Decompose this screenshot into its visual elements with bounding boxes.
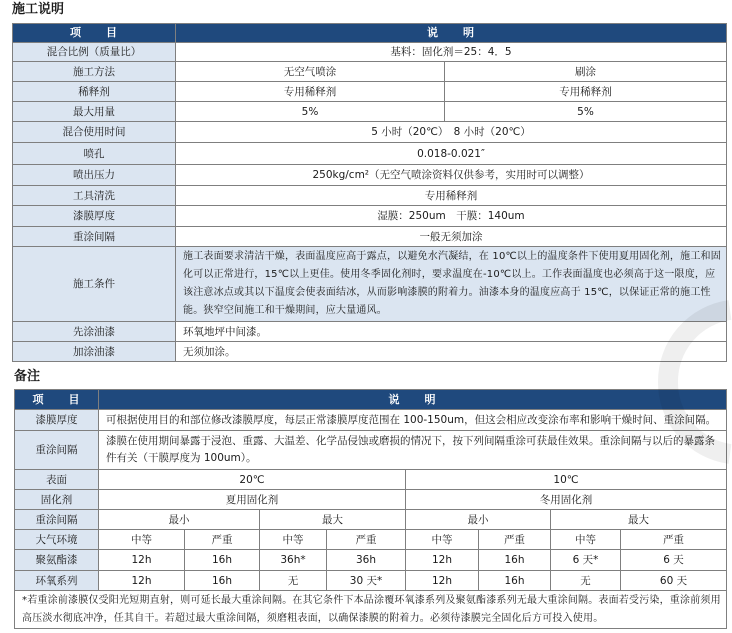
epoxy-cell: 16h xyxy=(479,571,551,591)
value-thinner-airless: 专用稀释剂 xyxy=(176,82,445,102)
polyurethane-cell: 6 天 xyxy=(621,550,727,571)
polyurethane-cell: 16h xyxy=(479,550,551,571)
value-max-20c: 最大 xyxy=(260,510,406,530)
epoxy-cell: 无 xyxy=(260,571,327,591)
value-curing-winter: 冬用固化剂 xyxy=(406,490,727,510)
env-cell: 中等 xyxy=(99,530,185,550)
value-max-amount-brush: 5% xyxy=(445,102,727,122)
value-tool-cleaning: 专用稀释剂 xyxy=(176,186,727,206)
label-tool-cleaning: 工具清洗 xyxy=(13,186,176,206)
value-min-20c: 最小 xyxy=(99,510,260,530)
section-title-application: 施工说明 xyxy=(12,2,65,17)
notes-value-film-thickness: 可根据使用目的和部位修改漆膜厚度，每层正常漆膜厚度范围在 100-150um，但这会相应改变涂布率和影响干燥时间、重涂间隔。 xyxy=(99,410,727,431)
notes-label-recoat-interval: 重涂间隔 xyxy=(15,431,99,470)
epoxy-cell: 无 xyxy=(551,571,621,591)
epoxy-cell: 12h xyxy=(406,571,479,591)
polyurethane-cell: 16h xyxy=(185,550,260,571)
value-application-conditions: 施工表面要求清洁干燥，表面温度应高于露点，以避免水汽凝结，在 10℃以上的温度条件下使用夏用固化剂，施工和固化可以正常进行，15℃以上更佳。使用冬季固化剂时，要求温度在-10℃以上。工作表面温度也必须高于这一限度，应该注意冰点或其以下温度会使表面结冰，从而影响漆膜的附着力。油漆本身的温度应高于 15℃，以保证正常的施工性能。狭窄空间施工和干燥期间，应大量通风。 xyxy=(176,247,727,322)
polyurethane-cell: 36h* xyxy=(260,550,327,571)
env-cell: 中等 xyxy=(406,530,479,550)
label-polyurethane: 聚氨酯漆 xyxy=(15,550,99,571)
polyurethane-cell: 6 天* xyxy=(551,550,621,571)
label-film-thickness: 漆膜厚度 xyxy=(13,206,176,227)
epoxy-cell: 30 天* xyxy=(327,571,406,591)
env-cell: 中等 xyxy=(260,530,327,550)
polyurethane-cell: 12h xyxy=(406,550,479,571)
label-previous-coat: 先涂油漆 xyxy=(13,322,176,342)
value-curing-summer: 夏用固化剂 xyxy=(99,490,406,510)
value-min-10c: 最小 xyxy=(406,510,551,530)
value-mix-ratio: 基料：固化剂＝25：4．5 xyxy=(176,43,727,62)
footnote: *若重涂前漆膜仅受阳光短期直射，则可延长最大重涂间隔。在其它条件下本品涂覆环氧漆系列及聚氨酯漆系列无最大重涂间隔。表面若受污染，重涂前须用高压淡水彻底冲净，任其自干。若超过最大重涂间隔，须磨粗表面，以确保漆膜的附着力。必须待漆膜完全固化后方可投入使用。 xyxy=(15,591,727,629)
header-item-cell: 项 目 xyxy=(13,24,176,43)
env-cell: 严重 xyxy=(327,530,406,550)
label-surface-temperature: 表面 xyxy=(15,470,99,490)
notes-label-film-thickness: 漆膜厚度 xyxy=(15,410,99,431)
value-max-amount-airless: 5% xyxy=(176,102,445,122)
env-cell: 严重 xyxy=(621,530,727,550)
value-thinner-brush: 专用稀释剂 xyxy=(445,82,727,102)
polyurethane-cell: 36h xyxy=(327,550,406,571)
value-temp-10c: 10℃ xyxy=(406,470,727,490)
application-table xyxy=(12,23,727,362)
value-temp-20c: 20℃ xyxy=(99,470,406,490)
env-cell: 严重 xyxy=(185,530,260,550)
env-cell: 中等 xyxy=(551,530,621,550)
label-recoat-interval: 重涂间隔 xyxy=(13,227,176,247)
value-subsequent-coat: 无须加涂。 xyxy=(176,342,727,362)
notes-header-description: 说 明 xyxy=(99,390,727,410)
label-epoxy: 环氧系列 xyxy=(15,571,99,591)
label-max-thinner-amount: 最大用量 xyxy=(13,102,176,122)
section-title-notes: 备注 xyxy=(14,369,41,384)
notes-value-recoat-interval: 漆膜在使用期间暴露于浸泡、重露、大温差、化学品侵蚀或磨损的情况下，按下列间隔重涂可获最佳效果。重涂间隔与以后的暴露条件有关（干膜厚度为 100um）。 xyxy=(99,431,727,470)
label-application-conditions: 施工条件 xyxy=(13,247,176,322)
value-spray-tip: 0.018-0.021″ xyxy=(176,143,727,165)
epoxy-cell: 12h xyxy=(99,571,185,591)
label-spray-tip: 喷孔 xyxy=(13,143,176,165)
label-environment: 大气环境 xyxy=(15,530,99,550)
env-cell: 严重 xyxy=(479,530,551,550)
label-thinner: 稀释剂 xyxy=(13,82,176,102)
label-curing-agent: 固化剂 xyxy=(15,490,99,510)
notes-header-item: 项 目 xyxy=(15,390,99,410)
value-film-thickness: 湿膜：250um 干膜：140um xyxy=(176,206,727,227)
label-recoat-min-max: 重涂间隔 xyxy=(15,510,99,530)
epoxy-cell: 16h xyxy=(185,571,260,591)
label-spray-pressure: 喷出压力 xyxy=(13,165,176,186)
label-application-method: 施工方法 xyxy=(13,62,176,82)
epoxy-cell: 60 天 xyxy=(621,571,727,591)
value-recoat-interval: 一般无须加涂 xyxy=(176,227,727,247)
label-mix-ratio: 混合比例（质量比） xyxy=(13,43,176,62)
label-pot-life: 混合使用时间 xyxy=(13,122,176,143)
label-subsequent-coat: 加涂油漆 xyxy=(13,342,176,362)
value-method-brush: 刷涂 xyxy=(445,62,727,82)
value-pot-life: 5 小时（20℃） 8 小时（20℃） xyxy=(176,122,727,143)
header-description-cell: 说 明 xyxy=(176,24,727,43)
value-previous-coat: 环氧地坪中间漆。 xyxy=(176,322,727,342)
value-spray-pressure: 250kg/cm²（无空气喷涂资料仅供参考，实用时可以调整） xyxy=(176,165,727,186)
notes-table xyxy=(14,389,727,629)
value-method-airless: 无空气喷涂 xyxy=(176,62,445,82)
value-max-10c: 最大 xyxy=(551,510,727,530)
polyurethane-cell: 12h xyxy=(99,550,185,571)
